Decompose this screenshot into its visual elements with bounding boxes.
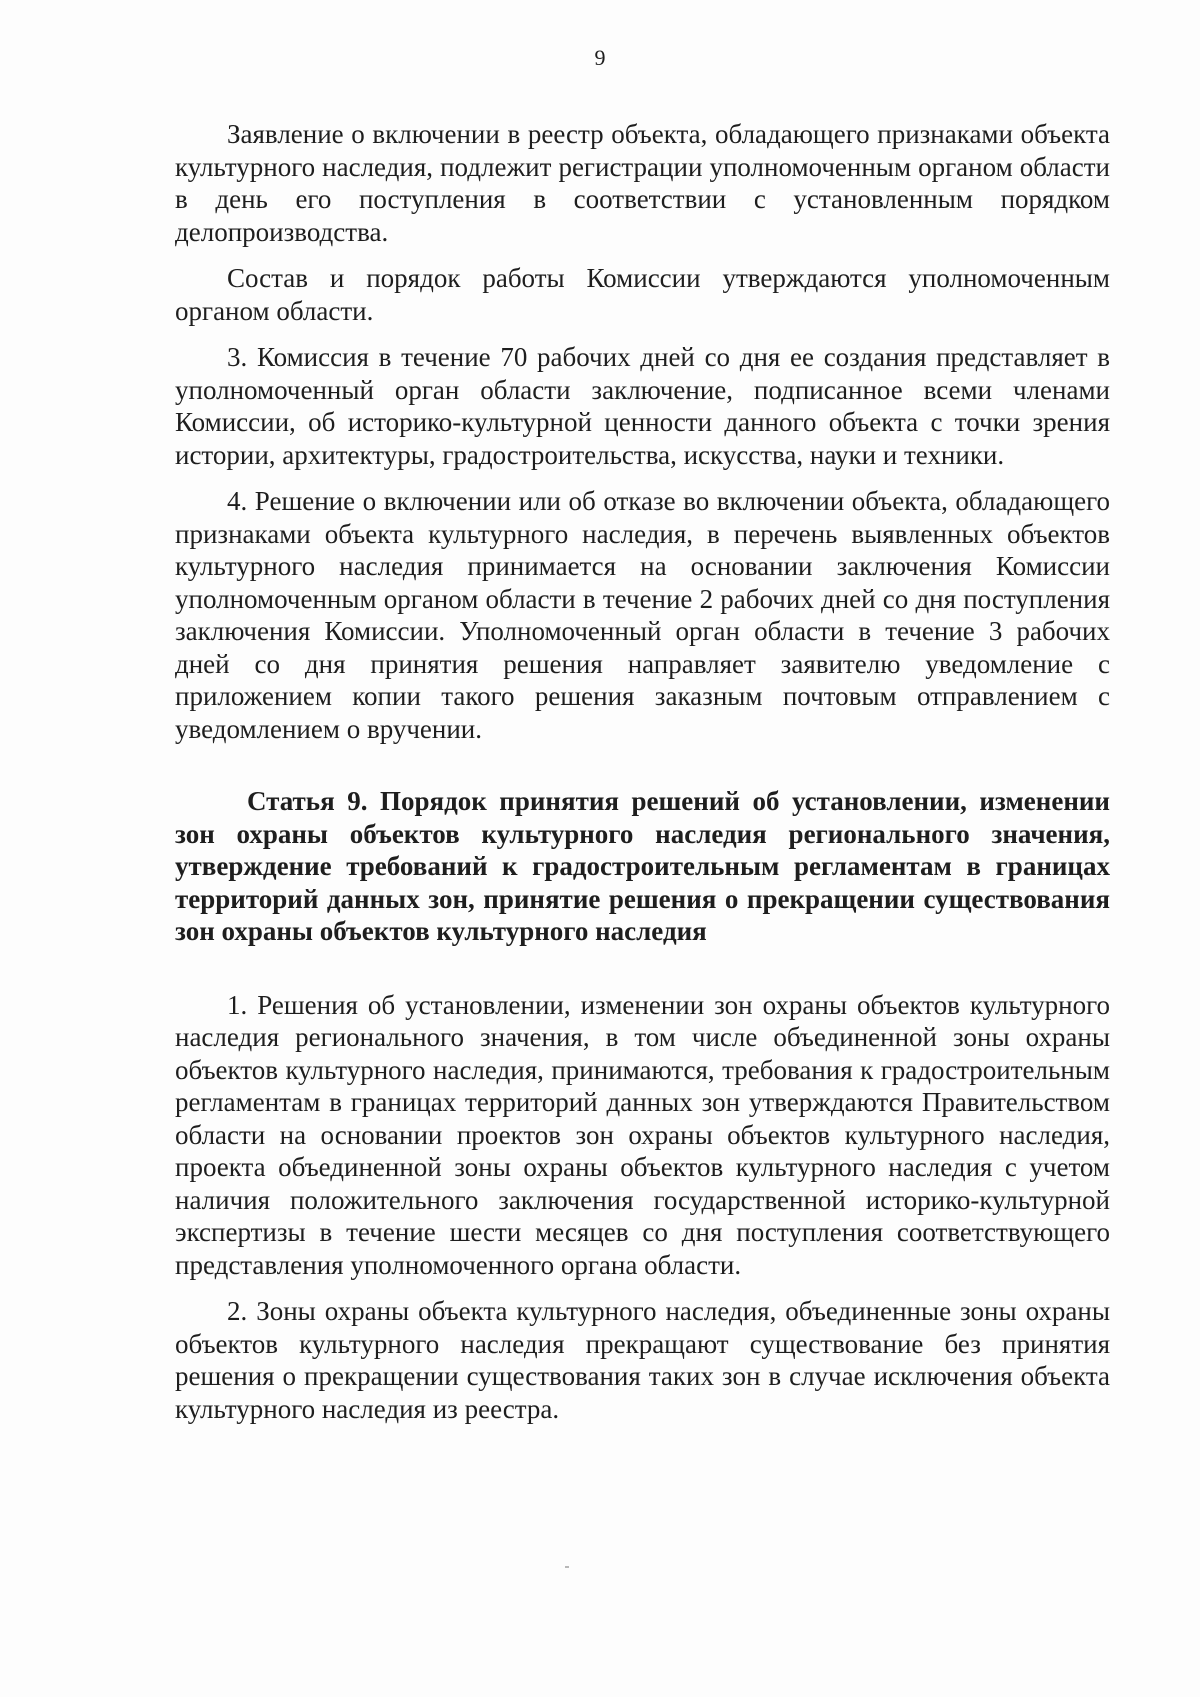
page-number: 9 (594, 45, 606, 70)
paragraph-item-3: 3. Комиссия в течение 70 рабочих дней со дня ее создания представляет в уполномоченный орган области заключение, подписанное всеми членами Комиссии, об историко-культурной ценности данного объекта с точки зрения истории, архитектуры, градостроительства, искусства, науки и техники. (175, 342, 1110, 470)
scan-speck (565, 1566, 569, 1568)
paragraph-commission-composition: Состав и порядок работы Комиссии утверждаются уполномоченным органом области. (175, 263, 1110, 326)
article-9-heading: Статья 9. Порядок принятия решений об установлении, изменении зон охраны объектов культурного наследия регионального значения, утверждение требований к градостроительным регламентам в границах территорий данных зон, принятие решения о прекращении существования зон охраны объектов культурного наследия (175, 786, 1110, 946)
paragraph-application-registration: Заявление о включении в реестр объекта, обладающего признаками объекта культурного наследия, подлежит регистрации уполномоченным органом области в день его поступления в соответствии с установленным порядком делопроизводства. (175, 119, 1110, 247)
document-body (175, 118, 1110, 1425)
paragraph-item-4: 4. Решение о включении или об отказе во включении объекта, обладающего признаками объекта культурного наследия, в перечень выявленных объектов культурного наследия принимается на основании заключения Комиссии уполномоченным органом области в течение 2 рабочих дней со дня поступления заключения Комиссии. Уполномоченный орган области в течение 3 рабочих дней со дня принятия решения направляет заявителю уведомление с приложением копии такого решения заказным почтовым отправлением с уведомлением о вручении. (175, 486, 1110, 744)
paragraph-article-9-item-1: 1. Решения об установлении, изменении зон охраны объектов культурного наследия регионального значения, в том числе объединенной зоны охраны объектов культурного наследия, принимаются, требования к градостроительным регламентам в границах территорий данных зон утверждаются Правительством области на основании проектов зон охраны объектов культурного наследия, проекта объединенной зоны охраны объектов культурного наследия с учетом наличия положительного заключения государственной историко-культурной экспертизы в течение шести месяцев со дня поступления соответствующего представления уполномоченного органа области. (175, 989, 1110, 1280)
paragraph-article-9-item-2: 2. Зоны охраны объекта культурного наследия, объединенные зоны охраны объектов культурного наследия прекращают существование без принятия решения о прекращении существования таких зон в случае исключения объекта культурного наследия из реестра. (175, 1296, 1110, 1424)
